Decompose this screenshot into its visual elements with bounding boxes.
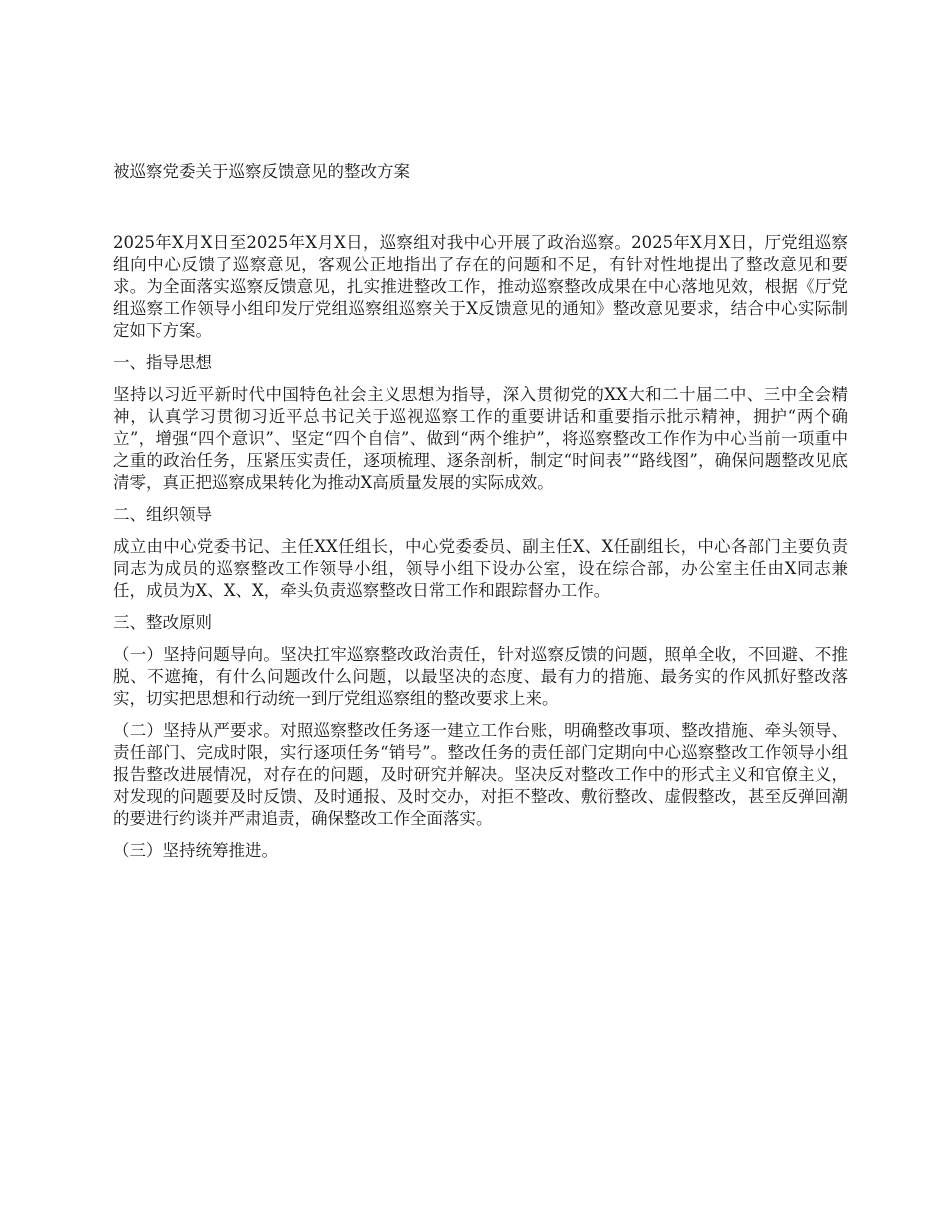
section-heading-rectification-principles: 三、整改原则 [113, 613, 212, 632]
intro-paragraph: 2025年X月X日至2025年X月X日，巡察组对我中心开展了政治巡察。2025年X月X日，厅党组巡察组向中心反馈了巡察意见，客观公正地指出了存在的问题和不足，有针对性地提出了整改意见和要求。为全面落实巡察反馈意见，扎实推进整改工作，推动巡察整改成果在中心落地见效，根据《厅党组巡察工作领导小组印发厅党组巡察组巡察关于X反馈意见的通知》整改意见要求，结合中心实际制定如下方案。 [113, 233, 848, 340]
section-heading-organization-leadership: 二、组织领导 [113, 505, 212, 524]
organization-leadership-paragraph: 成立由中心党委书记、主任XX任组长，中心党委委员、副主任X、X任副组长，中心各部门主要负责同志为成员的巡察整改工作领导小组，领导小组下设办公室，设在综合部，办公室主任由X同志兼任，成员为X、X、X，牵头负责巡察整改日常工作和跟踪督办工作。 [113, 537, 848, 600]
guiding-ideology-paragraph: 坚持以习近平新时代中国特色社会主义思想为指导，深入贯彻党的XX大和二十届二中、三中全会精神，认真学习贯彻习近平总书记关于巡视巡察工作的重要讲话和重要指示批示精神，拥护“两个确立”，增强“四个意识”、坚定“四个自信”、做到“两个维护”，将巡察整改工作作为中心当前一项重中之重的政治任务，压紧压实责任，逐项梳理、逐条剖析，制定“时间表”“路线图”，确保问题整改见底清零，真正把巡察成果转化为推动X高质量发展的实际成效。 [113, 385, 848, 492]
document-body [113, 232, 848, 872]
principle-item-problem-oriented: （一）坚持问题导向。坚决扛牢巡察整改政治责任，针对巡察反馈的问题，照单全收，不回避、不推脱、不遮掩，有什么问题改什么问题，以最坚决的态度、最有力的措施、最务实的作风抓好整改落实，切实把思想和行动统一到厅党组巡察组的整改要求上来。 [113, 645, 848, 708]
section-heading-guiding-ideology: 一、指导思想 [113, 353, 212, 372]
document-title: 被巡察党委关于巡察反馈意见的整改方案 [113, 162, 410, 181]
principle-item-coordinated-advancement: （三）坚持统筹推进。 [113, 841, 278, 860]
principle-item-strict-requirements: （二）坚持从严要求。对照巡察整改任务逐一建立工作台账，明确整改事项、整改措施、牵头领导、责任部门、完成时限，实行逐项任务“销号”。整改任务的责任部门定期向中心巡察整改工作领导小组报告整改进展情况，对存在的问题，及时研究并解决。坚决反对整改工作中的形式主义和官僚主义，对发现的问题要及时反馈、及时通报、及时交办，对拒不整改、敷衍整改、虚假整改，甚至反弹回潮的要进行约谈并严肃追责，确保整改工作全面落实。 [113, 721, 848, 828]
